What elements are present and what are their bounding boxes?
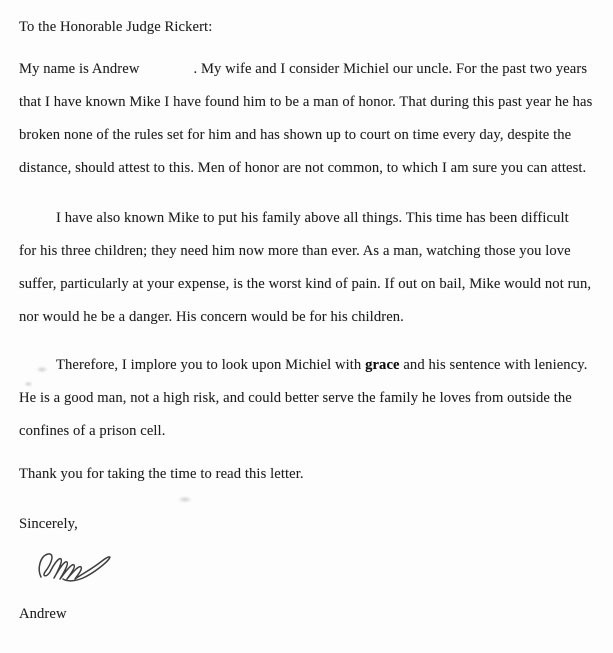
- typed-signature-name: Andrew: [19, 606, 67, 622]
- body-line: distance, should attest to this. Men of honor are not common, to which I am sure you can attest.: [19, 160, 587, 176]
- body-text: My name is Andrew: [19, 61, 140, 77]
- scan-smudge: [36, 366, 48, 373]
- body-line: [19, 355, 587, 375]
- body-line: for his three children; they need him now more than ever. As a man, watching those you love: [19, 243, 571, 259]
- body-text: . My wife and I consider Michiel our uncle. For the past two years: [193, 61, 588, 77]
- closing-thanks-line: Thank you for taking the time to read this letter.: [19, 466, 304, 482]
- salutation-line: To the Honorable Judge Rickert:: [19, 19, 213, 35]
- body-line: suffer, particularly at your expense, is the worst kind of pain. If out on bail, Mike would not run,: [19, 276, 592, 292]
- handwritten-signature: [32, 546, 124, 588]
- scan-smudge: [178, 496, 192, 503]
- body-line: I have also known Mike to put his family above all things. This time has been difficult: [56, 210, 569, 226]
- body-line: He is a good man, not a high risk, and could better serve the family he loves from outside the: [19, 390, 572, 406]
- body-text: and his sentence with leniency.: [399, 357, 588, 373]
- body-line: nor would he be a danger. His concern would be for his children.: [19, 309, 404, 325]
- signoff-line: Sincerely,: [19, 516, 78, 532]
- emphasized-word: grace: [365, 357, 400, 373]
- body-line: broken none of the rules set for him and has shown up to court on time every day, despite the: [19, 127, 572, 143]
- body-line: that I have known Mike I have found him to be a man of honor. That during this past year he has: [19, 94, 593, 110]
- body-line: [19, 59, 587, 79]
- body-text: Therefore, I implore you to look upon Michiel with: [56, 357, 366, 373]
- body-line: confines of a prison cell.: [19, 423, 166, 439]
- scan-smudge: [24, 381, 33, 387]
